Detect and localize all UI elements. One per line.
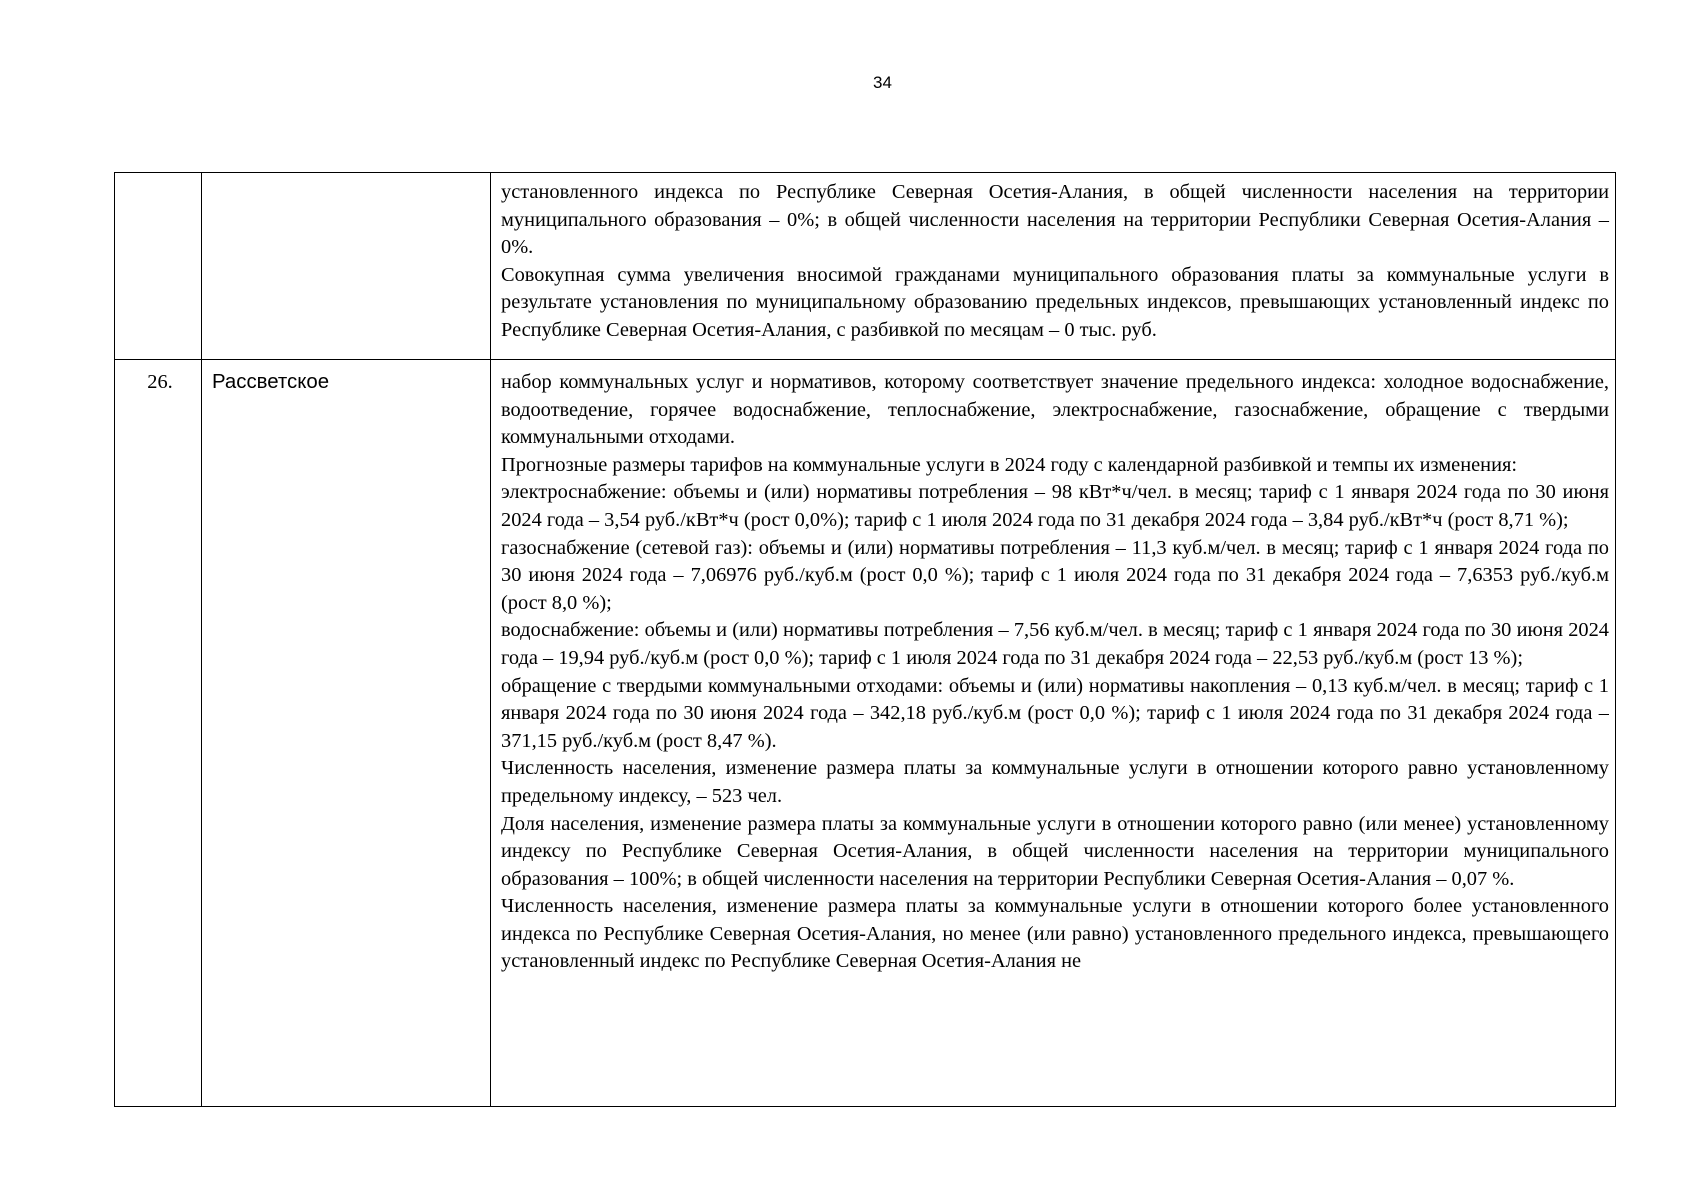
paragraph: Доля населения, изменение размера платы за коммунальные услуги в отношении которого равно (или менее) установленному индексу по Республике Северная Осетия-Алания, в общей численности населения на территории муниципального образования – 100%; в общей численности населения на территории Республики Северная Осетия-Алания – 0,07 %. — [501, 812, 1609, 890]
paragraph: набор коммунальных услуг и нормативов, которому соответствует значение предельного индекса: холодное водоснабжение, водоотведение, горячее водоснабжение, теплоснабжение, электроснабжение, газоснабжение, обращение с твердыми коммунальными отходами. — [501, 371, 1609, 449]
paragraph: обращение с твердыми коммунальными отходами: объемы и (или) нормативы накопления – 0,13 куб.м/чел. в месяц; тариф с 1 января 2024 года по 30 июня 2024 года – 342,18 руб./куб.м (рост 0,0 %); тариф с 1 июля 2024 года по 31 декабря 2024 года –371,15 руб./куб.м (рост 8,47 %). — [501, 674, 1609, 752]
table-row — [115, 173, 1616, 360]
description-content — [501, 369, 1609, 1102]
paragraph: электроснабжение: объемы и (или) нормативы потребления – 98 кВт*ч/чел. в месяц; тариф с 1 января 2024 года по 30 июня 2024 года – 3,54 руб./кВт*ч (рост 0,0%); тариф с 1 июля 2024 года по 31 декабря 2024 года – 3,84 руб./кВт*ч (рост 8,71 %); — [501, 481, 1609, 531]
paragraph: Численность населения, изменение размера платы за коммунальные услуги в отношении которого более установленного индекса по Республике Северная Осетия-Алания, но менее (или равно) установленного предельного индекса, превышающего установленный индекс по Республике Северная Осетия-Алания не — [501, 895, 1609, 973]
page-number: 34 — [873, 73, 892, 92]
row-number-cell: 26. — [115, 360, 202, 1107]
paragraph: водоснабжение: объемы и (или) нормативы потребления – 7,56 куб.м/чел. в месяц; тариф с 1 января 2024 года по 30 июня 2024 года – 19,94 руб./куб.м (рост 0,0 %); тариф с 1 июля 2024 года по 31 декабря 2024 года – 22,53 руб./куб.м (рост 13 %); — [501, 619, 1609, 669]
row-number-cell — [115, 173, 202, 360]
paragraph: газоснабжение (сетевой газ): объемы и (или) нормативы потребления – 11,3 куб.м/чел. в месяц; тариф с 1 января 2024 года по 30 июня 2024 года – 7,06976 руб./куб.м (рост 0,0 %); тариф с 1 июля 2024 года по 31 декабря 2024 года – 7,6353 руб./куб.м (рост 8,0 %); — [501, 536, 1609, 614]
description-cell — [491, 173, 1616, 360]
paragraph: Прогнозные размеры тарифов на коммунальные услуги в 2024 году с календарной разбивкой и темпы их изменения: — [501, 453, 1518, 476]
table-row — [115, 360, 1616, 1107]
paragraph: Численность населения, изменение размера платы за коммунальные услуги в отношении которого равно установленному предельному индексу, – 523 чел. — [501, 757, 1609, 807]
tariff-table — [114, 172, 1616, 1107]
description-cell — [491, 360, 1616, 1107]
municipality-name-cell: Рассветское — [202, 360, 491, 1107]
paragraph: установленного индекса по Республике Северная Осетия-Алания, в общей численности населения на территории муниципального образования – 0%; в общей численности населения на территории Республики Северная Осетия-Алания – 0%. — [501, 181, 1609, 259]
paragraph: Совокупная сумма увеличения вносимой гражданами муниципального образования платы за коммунальные услуги в результате установления по муниципальному образованию предельных индексов, превышающих установленный индекс по Республике Северная Осетия-Алания, с разбивкой по месяцам – 0 тыс. руб. — [501, 263, 1609, 341]
municipality-name-cell — [202, 173, 491, 360]
